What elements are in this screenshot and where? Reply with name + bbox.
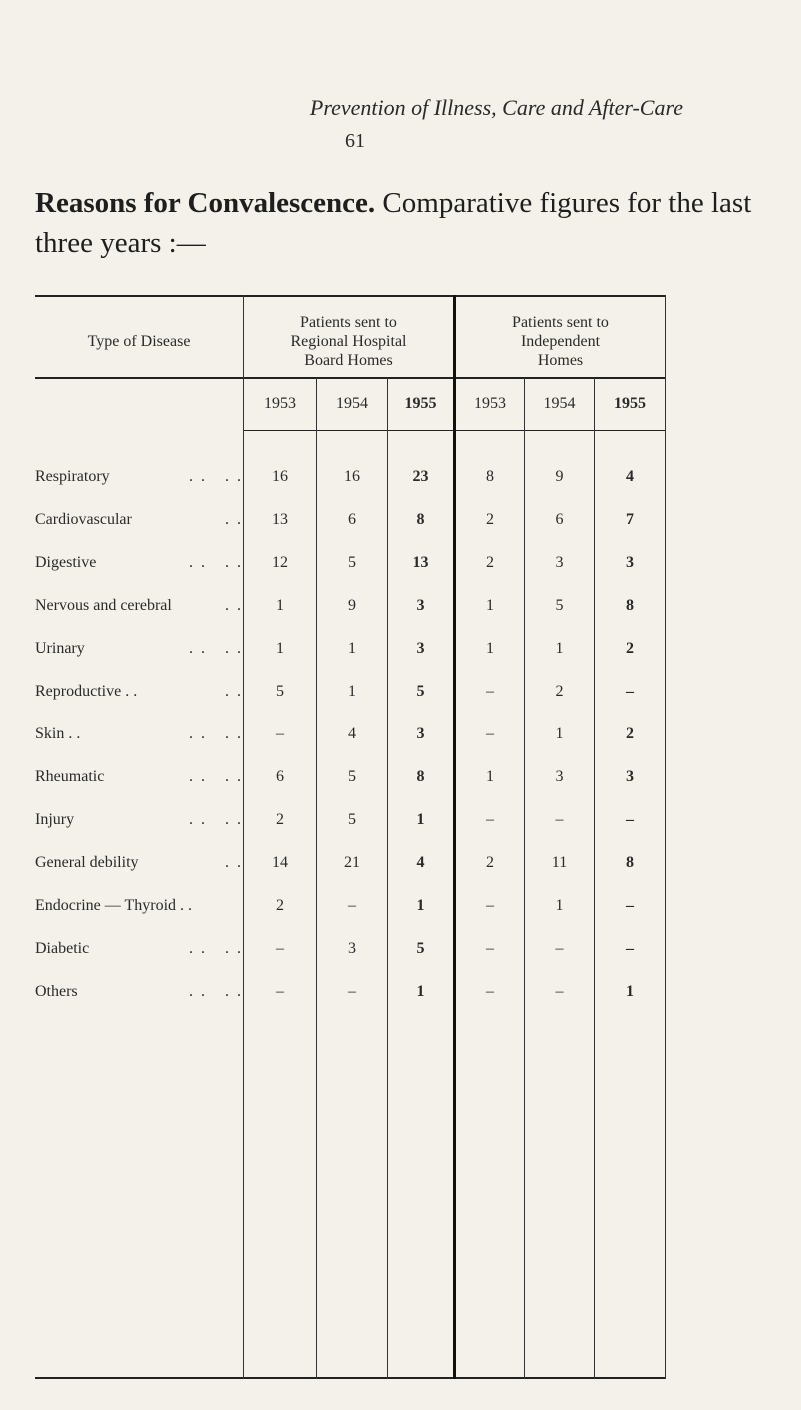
table-bottom-rule [35,1377,666,1379]
table-cell: 8 [416,511,425,528]
table-cell: 4 [348,725,356,742]
table-cell: 5 [348,811,356,828]
table-cell: 1 [416,811,425,828]
disease-name: Nervous and cerebral [35,597,172,614]
table-cell: 9 [555,468,564,485]
table-cell: 8 [486,468,494,485]
table-cell: – [486,983,494,1000]
header-rule [35,377,666,379]
table-cell: – [276,983,284,1000]
year-header: 1955 [614,395,646,412]
leader-dots: . . . . [189,983,243,1000]
table-cell: – [348,897,356,914]
table-cell: 1 [486,640,494,657]
table-cell: 1 [555,897,564,914]
disease-name: Injury [35,811,75,828]
leader-dots: . . . . [189,468,243,485]
table-top-rule [35,295,666,297]
leader-dots: . . [225,511,243,528]
disease-name: Endocrine — Thyroid . . [35,897,193,914]
table-cell: 2 [486,854,494,871]
table-cell: 12 [272,554,288,571]
col-divider-type [243,295,244,1379]
table-cell: – [486,725,494,742]
group-independent-header [456,313,665,370]
table-cell: – [626,683,634,700]
year-header: 1954 [543,395,576,412]
leader-dots: . . [225,597,243,614]
leader-dots: . . [225,854,243,871]
page-number: 61 [345,130,365,152]
table-cell: 1 [486,597,494,614]
year-header: 1953 [474,395,506,412]
table-cell: 2 [486,511,494,528]
year-header: 1955 [404,395,437,412]
table-cell: 16 [272,468,288,485]
intro-text: Comparative figures for the last three years :— [35,187,752,259]
table-cell: 9 [348,597,356,614]
table-cell: 3 [416,597,425,614]
disease-name: Respiratory [35,468,110,485]
table-cell: 4 [626,468,634,485]
leader-dots: . . . . [189,768,243,785]
table-cell: 1 [276,597,284,614]
year-header: 1954 [336,395,368,412]
table-cell: – [555,940,564,957]
leader-dots: . . . . [189,725,243,742]
table-cell: 3 [626,554,634,571]
table-cell: 16 [344,468,360,485]
disease-name: Others [35,983,78,1000]
table-cell: 1 [416,983,425,1000]
table-cell: 6 [555,511,564,528]
table-cell: – [626,940,634,957]
table-cell: 6 [276,768,284,785]
convalescence-table [35,295,666,1378]
table-cell: 13 [412,554,429,571]
intro-paragraph [35,183,775,263]
table-cell: 2 [276,811,284,828]
table-cell: 11 [551,854,568,871]
table-cell: – [626,897,634,914]
table-cell: 3 [348,940,356,957]
leader-dots: . . . . [189,640,243,657]
leader-dots: . . . . [189,940,243,957]
leader-dots: . . [225,683,243,700]
table-cell: 1 [348,683,356,700]
table-cell: – [626,811,634,828]
table-cell: 1 [276,640,284,657]
table-right-edge [665,295,666,1379]
table-cell: 14 [272,854,288,871]
table-cell: – [555,983,564,1000]
table-cell: 1 [555,725,564,742]
table-cell: – [348,983,356,1000]
table-cell: – [555,811,564,828]
table-cell: 21 [344,854,360,871]
group-regional-line-2: Regional Hospital [290,333,407,350]
table-cell: – [276,725,284,742]
disease-name: Digestive [35,554,97,571]
table-cell: 3 [555,554,564,571]
table-cell: 5 [416,940,425,957]
group-independent-line-3: Homes [537,352,584,369]
table-cell: 1 [416,897,425,914]
disease-name: Urinary [35,640,85,657]
table-cell: 4 [416,854,425,871]
table-cell: 3 [416,725,425,742]
table-cell: 2 [486,554,494,571]
disease-name: Reproductive . . [35,683,138,700]
group-regional-header [244,313,453,370]
group-independent-line-2: Independent [520,333,601,350]
group-regional-line-3: Board Homes [304,352,393,369]
table-cell: 13 [272,511,288,528]
table-cell: – [486,683,494,700]
disease-name: Diabetic [35,940,90,957]
col-divider-groups [453,295,456,1379]
disease-name: Skin . . [35,725,81,742]
group-regional-line-1: Patients sent to [300,314,397,331]
disease-name: Rheumatic [35,768,105,785]
table-cell: – [486,940,494,957]
table-cell: 23 [412,468,429,485]
year-header: 1953 [264,395,296,412]
leader-dots: . . . . [189,554,243,571]
table-cell: 5 [416,683,425,700]
table-cell: 5 [555,597,564,614]
table-cell: 6 [348,511,356,528]
table-cell: 5 [348,768,356,785]
table-cell: 7 [626,511,634,528]
table-cell: 2 [626,725,634,742]
type-of-disease-header: Type of Disease [87,333,191,350]
table-cell: 2 [555,683,564,700]
running-head: Prevention of Illness, Care and After-Care [309,95,683,120]
table-cell: – [486,811,494,828]
table-cell: 1 [626,983,634,1000]
table-cell: 1 [486,768,494,785]
disease-name: General debility [35,854,139,871]
table-cell: 8 [626,597,634,614]
table-cell: – [486,897,494,914]
table-cell: 3 [416,640,425,657]
table-cell: 2 [626,640,634,657]
table-cell: 3 [626,768,634,785]
table-cell: 1 [348,640,356,657]
leader-dots: . . . . [189,811,243,828]
table-cell: 5 [276,683,284,700]
table-cell: 2 [276,897,284,914]
disease-name: Cardiovascular [35,511,132,528]
table-cell: 8 [416,768,425,785]
table-cell: 8 [626,854,634,871]
group-independent-line-1: Patients sent to [512,314,609,331]
table-cell: 5 [348,554,356,571]
intro-lead: Reasons for Convalescence. [35,187,376,219]
table-cell: 1 [555,640,564,657]
table-cell: – [276,940,284,957]
table-cell: 3 [555,768,564,785]
